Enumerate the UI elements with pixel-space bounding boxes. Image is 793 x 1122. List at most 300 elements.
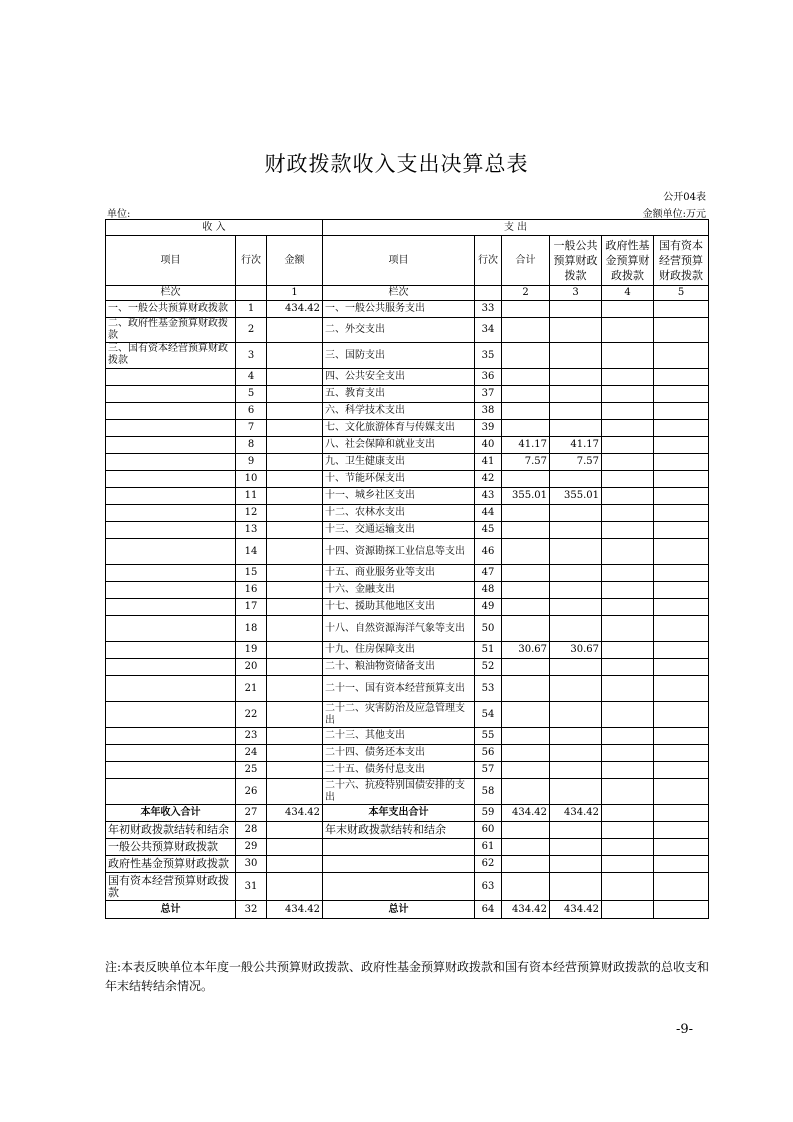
expense-rowno-header: 行次	[475, 236, 502, 286]
expense-row-number: 42	[475, 471, 502, 488]
table-row	[106, 318, 709, 343]
expense-row-number: 45	[475, 522, 502, 539]
expense-total-row-number: 59	[475, 805, 502, 822]
income-amount	[267, 488, 323, 505]
expense-fund-budget	[602, 454, 654, 471]
expense-total-header: 合计	[502, 236, 550, 286]
summary-row	[106, 839, 709, 856]
carry-out-general-item	[323, 839, 475, 856]
expense-row-number: 54	[475, 702, 502, 728]
expense-item: 二十、粮油物资储备支出	[323, 659, 475, 676]
expense-total	[502, 616, 550, 642]
income-item	[106, 659, 236, 676]
expense-fund-budget	[602, 369, 654, 386]
expense-row-number: 43	[475, 488, 502, 505]
expense-total-label: 本年支出合计	[323, 805, 475, 822]
expense-fund-budget	[602, 779, 654, 805]
table-row	[106, 728, 709, 745]
expense-general-budget	[550, 616, 602, 642]
expense-fund-budget	[602, 642, 654, 659]
carry-in-state-row-number: 31	[236, 873, 267, 901]
grand-total-income-row-number: 32	[236, 901, 267, 919]
expense-item: 二十四、债务还本支出	[323, 745, 475, 762]
cell	[502, 839, 550, 856]
expense-total	[502, 779, 550, 805]
expense-total: 30.67	[502, 642, 550, 659]
expense-row-number: 52	[475, 659, 502, 676]
expense-fund-budget	[602, 599, 654, 616]
income-row-number: 14	[236, 539, 267, 565]
income-row-number: 12	[236, 505, 267, 522]
column-label: 栏次	[323, 286, 475, 301]
income-item	[106, 702, 236, 728]
income-item	[106, 616, 236, 642]
income-amount	[267, 454, 323, 471]
expense-state-capital	[654, 565, 709, 582]
income-item-header: 项目	[106, 236, 236, 286]
cell	[550, 856, 602, 873]
income-row-number: 17	[236, 599, 267, 616]
income-item	[106, 420, 236, 437]
expense-fund-budget	[602, 728, 654, 745]
budget-table	[105, 219, 709, 919]
income-amount	[267, 318, 323, 343]
expense-state-capital	[654, 762, 709, 779]
summary-row	[106, 822, 709, 839]
summary-row	[106, 901, 709, 919]
expense-general-budget	[550, 318, 602, 343]
carry-out-fund	[602, 822, 654, 839]
expense-item: 六、科学技术支出	[323, 403, 475, 420]
summary-row	[106, 873, 709, 901]
carry-in-amount	[267, 822, 323, 839]
carry-in-general-amount	[267, 839, 323, 856]
expense-general-budget	[550, 471, 602, 488]
cell	[654, 856, 709, 873]
income-item	[106, 762, 236, 779]
carry-in-label: 年初财政拨款结转和结余	[106, 822, 236, 839]
income-row-number: 2	[236, 318, 267, 343]
expense-total-fund	[602, 805, 654, 822]
money-unit-label: 金额单位:万元	[642, 209, 706, 220]
table-row	[106, 616, 709, 642]
page-number: -9-	[675, 1022, 693, 1037]
carry-in-general-row-number: 29	[236, 839, 267, 856]
expense-item-header: 项目	[323, 236, 475, 286]
income-row-number: 20	[236, 659, 267, 676]
cell	[502, 856, 550, 873]
table-row	[106, 343, 709, 369]
grand-total-expense-total: 434.42	[502, 901, 550, 919]
carry-in-state-label: 国有资本经营预算财政拨款	[106, 873, 236, 901]
expense-state-capital	[654, 471, 709, 488]
income-row-number: 24	[236, 745, 267, 762]
income-row-number: 3	[236, 343, 267, 369]
expense-item: 十二、农林水支出	[323, 505, 475, 522]
expense-state-capital	[654, 676, 709, 702]
expense-state-capital	[654, 616, 709, 642]
income-item	[106, 745, 236, 762]
income-item	[106, 599, 236, 616]
expense-general-budget	[550, 386, 602, 403]
income-item	[106, 565, 236, 582]
expense-general-budget	[550, 779, 602, 805]
expense-item: 一、一般公共服务支出	[323, 301, 475, 318]
expense-row-number: 33	[475, 301, 502, 318]
expense-general-budget: 30.67	[550, 642, 602, 659]
income-row-number: 19	[236, 642, 267, 659]
expense-item: 十七、援助其他地区支出	[323, 599, 475, 616]
expense-total	[502, 582, 550, 599]
table-note: 注:本表反映单位本年度一般公共预算财政拨款、政府性基金预算财政拨款和国有资本经营预算财政拨款的总收支和年末结转结余情况。	[105, 960, 710, 993]
expense-item: 二十二、灾害防治及应急管理支出	[323, 702, 475, 728]
expense-state-capital	[654, 728, 709, 745]
table-row	[106, 762, 709, 779]
expense-fund-budget	[602, 386, 654, 403]
expense-item: 二十五、债务付息支出	[323, 762, 475, 779]
income-row-number: 9	[236, 454, 267, 471]
table-row	[106, 454, 709, 471]
table-row	[106, 599, 709, 616]
expense-total	[502, 745, 550, 762]
expense-general-budget	[550, 582, 602, 599]
income-item	[106, 505, 236, 522]
expense-header: 支 出	[323, 220, 709, 236]
expense-total	[502, 676, 550, 702]
expense-row-number: 51	[475, 642, 502, 659]
expense-fund-budget	[602, 676, 654, 702]
grand-total-expense-general: 434.42	[550, 901, 602, 919]
expense-state-capital	[654, 745, 709, 762]
expense-fund-budget	[602, 702, 654, 728]
expense-fund-budget	[602, 565, 654, 582]
expense-total	[502, 565, 550, 582]
form-number: 公开04表	[663, 192, 706, 203]
income-row-number: 26	[236, 779, 267, 805]
expense-state-capital	[654, 420, 709, 437]
expense-total: 41.17	[502, 437, 550, 454]
expense-general-budget	[550, 565, 602, 582]
expense-item: 二、外交支出	[323, 318, 475, 343]
column-4: 4	[602, 286, 654, 301]
expense-fund-budget	[602, 301, 654, 318]
state-capital-header: 国有资本经营预算财政拨款	[654, 236, 709, 286]
table-row	[106, 642, 709, 659]
expense-row-number: 40	[475, 437, 502, 454]
income-amount: 434.42	[267, 301, 323, 318]
income-total-amount: 434.42	[267, 805, 323, 822]
summary-row	[106, 856, 709, 873]
expense-row-number: 38	[475, 403, 502, 420]
income-amount	[267, 369, 323, 386]
carry-in-fund-row-number: 30	[236, 856, 267, 873]
income-amount	[267, 762, 323, 779]
expense-state-capital	[654, 505, 709, 522]
income-item	[106, 403, 236, 420]
table-row	[106, 522, 709, 539]
income-row-number: 5	[236, 386, 267, 403]
expense-total-general: 434.42	[550, 805, 602, 822]
expense-item: 十四、资源勘探工业信息等支出	[323, 539, 475, 565]
expense-row-number: 58	[475, 779, 502, 805]
expense-general-budget	[550, 728, 602, 745]
expense-general-budget	[550, 301, 602, 318]
income-item	[106, 454, 236, 471]
income-row-number: 11	[236, 488, 267, 505]
page-title: 财政拨款收入支出决算总表	[264, 152, 529, 176]
expense-state-capital	[654, 522, 709, 539]
income-item	[106, 471, 236, 488]
expense-row-number: 49	[475, 599, 502, 616]
expense-item: 四、公共安全支出	[323, 369, 475, 386]
carry-out-fund-item	[323, 856, 475, 873]
expense-item: 八、社会保障和就业支出	[323, 437, 475, 454]
income-item	[106, 522, 236, 539]
income-amount	[267, 565, 323, 582]
income-amount	[267, 616, 323, 642]
expense-fund-budget	[602, 403, 654, 420]
cell	[654, 873, 709, 901]
expense-state-capital	[654, 702, 709, 728]
income-row-number: 16	[236, 582, 267, 599]
expense-row-number: 50	[475, 616, 502, 642]
expense-total	[502, 762, 550, 779]
expense-general-budget: 355.01	[550, 488, 602, 505]
expense-general-budget	[550, 745, 602, 762]
income-item	[106, 386, 236, 403]
expense-row-number: 35	[475, 343, 502, 369]
expense-fund-budget	[602, 539, 654, 565]
income-header: 收 入	[106, 220, 323, 236]
income-row-number: 18	[236, 616, 267, 642]
expense-total	[502, 702, 550, 728]
expense-fund-budget	[602, 471, 654, 488]
table-row	[106, 301, 709, 318]
carry-out-state	[654, 822, 709, 839]
income-item	[106, 582, 236, 599]
expense-total	[502, 522, 550, 539]
expense-row-number: 53	[475, 676, 502, 702]
carry-out-label: 年末财政拨款结转和结余	[323, 822, 475, 839]
income-amount	[267, 471, 323, 488]
expense-total-state	[654, 805, 709, 822]
income-amount	[267, 779, 323, 805]
income-amount	[267, 420, 323, 437]
table-row	[106, 420, 709, 437]
expense-general-budget	[550, 702, 602, 728]
income-item: 二、政府性基金预算财政拨款	[106, 318, 236, 343]
expense-total	[502, 505, 550, 522]
expense-item: 九、卫生健康支出	[323, 454, 475, 471]
carry-out-general	[550, 822, 602, 839]
expense-item: 二十一、国有资本经营预算支出	[323, 676, 475, 702]
expense-state-capital	[654, 318, 709, 343]
expense-row-number: 39	[475, 420, 502, 437]
expense-general-budget	[550, 539, 602, 565]
expense-row-number: 47	[475, 565, 502, 582]
expense-total: 7.57	[502, 454, 550, 471]
grand-total-expense-row-number: 64	[475, 901, 502, 919]
expense-total-total: 434.42	[502, 805, 550, 822]
expense-state-capital	[654, 301, 709, 318]
column-label: 栏次	[106, 286, 236, 301]
expense-fund-budget	[602, 582, 654, 599]
expense-state-capital	[654, 369, 709, 386]
expense-state-capital	[654, 403, 709, 420]
expense-state-capital	[654, 599, 709, 616]
expense-fund-budget	[602, 488, 654, 505]
income-row-number: 21	[236, 676, 267, 702]
expense-state-capital	[654, 386, 709, 403]
income-amount	[267, 522, 323, 539]
expense-fund-budget	[602, 659, 654, 676]
table-row	[106, 565, 709, 582]
carry-out-row-number: 60	[475, 822, 502, 839]
income-amount	[267, 676, 323, 702]
expense-total	[502, 386, 550, 403]
expense-fund-budget	[602, 762, 654, 779]
expense-item: 十五、商业服务业等支出	[323, 565, 475, 582]
expense-general-budget	[550, 420, 602, 437]
expense-total: 355.01	[502, 488, 550, 505]
column-3: 3	[550, 286, 602, 301]
table-row	[106, 539, 709, 565]
expense-total	[502, 539, 550, 565]
income-item	[106, 539, 236, 565]
expense-fund-budget	[602, 437, 654, 454]
cell	[654, 839, 709, 856]
expense-total	[502, 471, 550, 488]
carry-out-fund-row-number: 62	[475, 856, 502, 873]
expense-fund-budget	[602, 420, 654, 437]
table-row	[106, 676, 709, 702]
table-row	[106, 488, 709, 505]
expense-row-number: 56	[475, 745, 502, 762]
unit-label: 单位:	[107, 209, 131, 220]
expense-item: 十一、城乡社区支出	[323, 488, 475, 505]
expense-state-capital	[654, 659, 709, 676]
expense-total	[502, 599, 550, 616]
expense-general-budget	[550, 403, 602, 420]
expense-general-budget	[550, 505, 602, 522]
expense-state-capital	[654, 642, 709, 659]
income-item	[106, 642, 236, 659]
table-row	[106, 779, 709, 805]
expense-total	[502, 728, 550, 745]
expense-state-capital	[654, 779, 709, 805]
income-item	[106, 728, 236, 745]
expense-total	[502, 403, 550, 420]
income-amount	[267, 343, 323, 369]
expense-general-budget	[550, 659, 602, 676]
expense-item: 十九、住房保障支出	[323, 642, 475, 659]
income-amount	[267, 599, 323, 616]
income-item	[106, 488, 236, 505]
expense-item: 二十三、其他支出	[323, 728, 475, 745]
table-row	[106, 437, 709, 454]
expense-row-number: 37	[475, 386, 502, 403]
income-amount-header: 金额	[267, 236, 323, 286]
expense-total	[502, 420, 550, 437]
income-amount	[267, 728, 323, 745]
expense-general-budget	[550, 762, 602, 779]
column-2: 2	[502, 286, 550, 301]
grand-total-income-amount: 434.42	[267, 901, 323, 919]
expense-item: 十八、自然资源海洋气象等支出	[323, 616, 475, 642]
cell	[550, 839, 602, 856]
income-total-label: 本年收入合计	[106, 805, 236, 822]
expense-general-budget: 7.57	[550, 454, 602, 471]
expense-total	[502, 301, 550, 318]
income-item	[106, 369, 236, 386]
table-row	[106, 471, 709, 488]
income-row-number: 25	[236, 762, 267, 779]
expense-general-budget	[550, 369, 602, 386]
carry-out-total	[502, 822, 550, 839]
income-total-row-number: 27	[236, 805, 267, 822]
income-amount	[267, 403, 323, 420]
income-row-number: 4	[236, 369, 267, 386]
expense-row-number: 41	[475, 454, 502, 471]
expense-state-capital	[654, 343, 709, 369]
expense-general-budget	[550, 522, 602, 539]
table-row	[106, 403, 709, 420]
fund-budget-header: 政府性基金预算财政拨款	[602, 236, 654, 286]
expense-total	[502, 369, 550, 386]
table-row	[106, 369, 709, 386]
income-amount	[267, 642, 323, 659]
income-amount	[267, 386, 323, 403]
expense-state-capital	[654, 454, 709, 471]
expense-fund-budget	[602, 505, 654, 522]
table-row	[106, 505, 709, 522]
expense-item: 三、国防支出	[323, 343, 475, 369]
income-row-number: 1	[236, 301, 267, 318]
expense-row-number: 46	[475, 539, 502, 565]
table-row	[106, 582, 709, 599]
income-amount	[267, 539, 323, 565]
table-row	[106, 659, 709, 676]
grand-total-expense-state	[654, 901, 709, 919]
carry-in-fund-label: 政府性基金预算财政拨款	[106, 856, 236, 873]
carry-in-fund-amount	[267, 856, 323, 873]
grand-total-expense-label: 总计	[323, 901, 475, 919]
income-amount	[267, 745, 323, 762]
cell	[602, 856, 654, 873]
income-amount	[267, 505, 323, 522]
cell	[550, 873, 602, 901]
income-amount	[267, 702, 323, 728]
column-5: 5	[654, 286, 709, 301]
cell	[602, 839, 654, 856]
column-1: 1	[267, 286, 323, 301]
income-item	[106, 676, 236, 702]
carry-out-general-row-number: 61	[475, 839, 502, 856]
expense-state-capital	[654, 437, 709, 454]
income-rowno-header: 行次	[236, 236, 267, 286]
carry-in-state-amount	[267, 873, 323, 901]
expense-row-number: 44	[475, 505, 502, 522]
general-budget-header: 一般公共预算财政拨款	[550, 236, 602, 286]
table-row	[106, 702, 709, 728]
grand-total-income-label: 总计	[106, 901, 236, 919]
expense-fund-budget	[602, 616, 654, 642]
income-row-number: 10	[236, 471, 267, 488]
cell	[602, 873, 654, 901]
income-row-number: 22	[236, 702, 267, 728]
income-amount	[267, 437, 323, 454]
expense-state-capital	[654, 582, 709, 599]
